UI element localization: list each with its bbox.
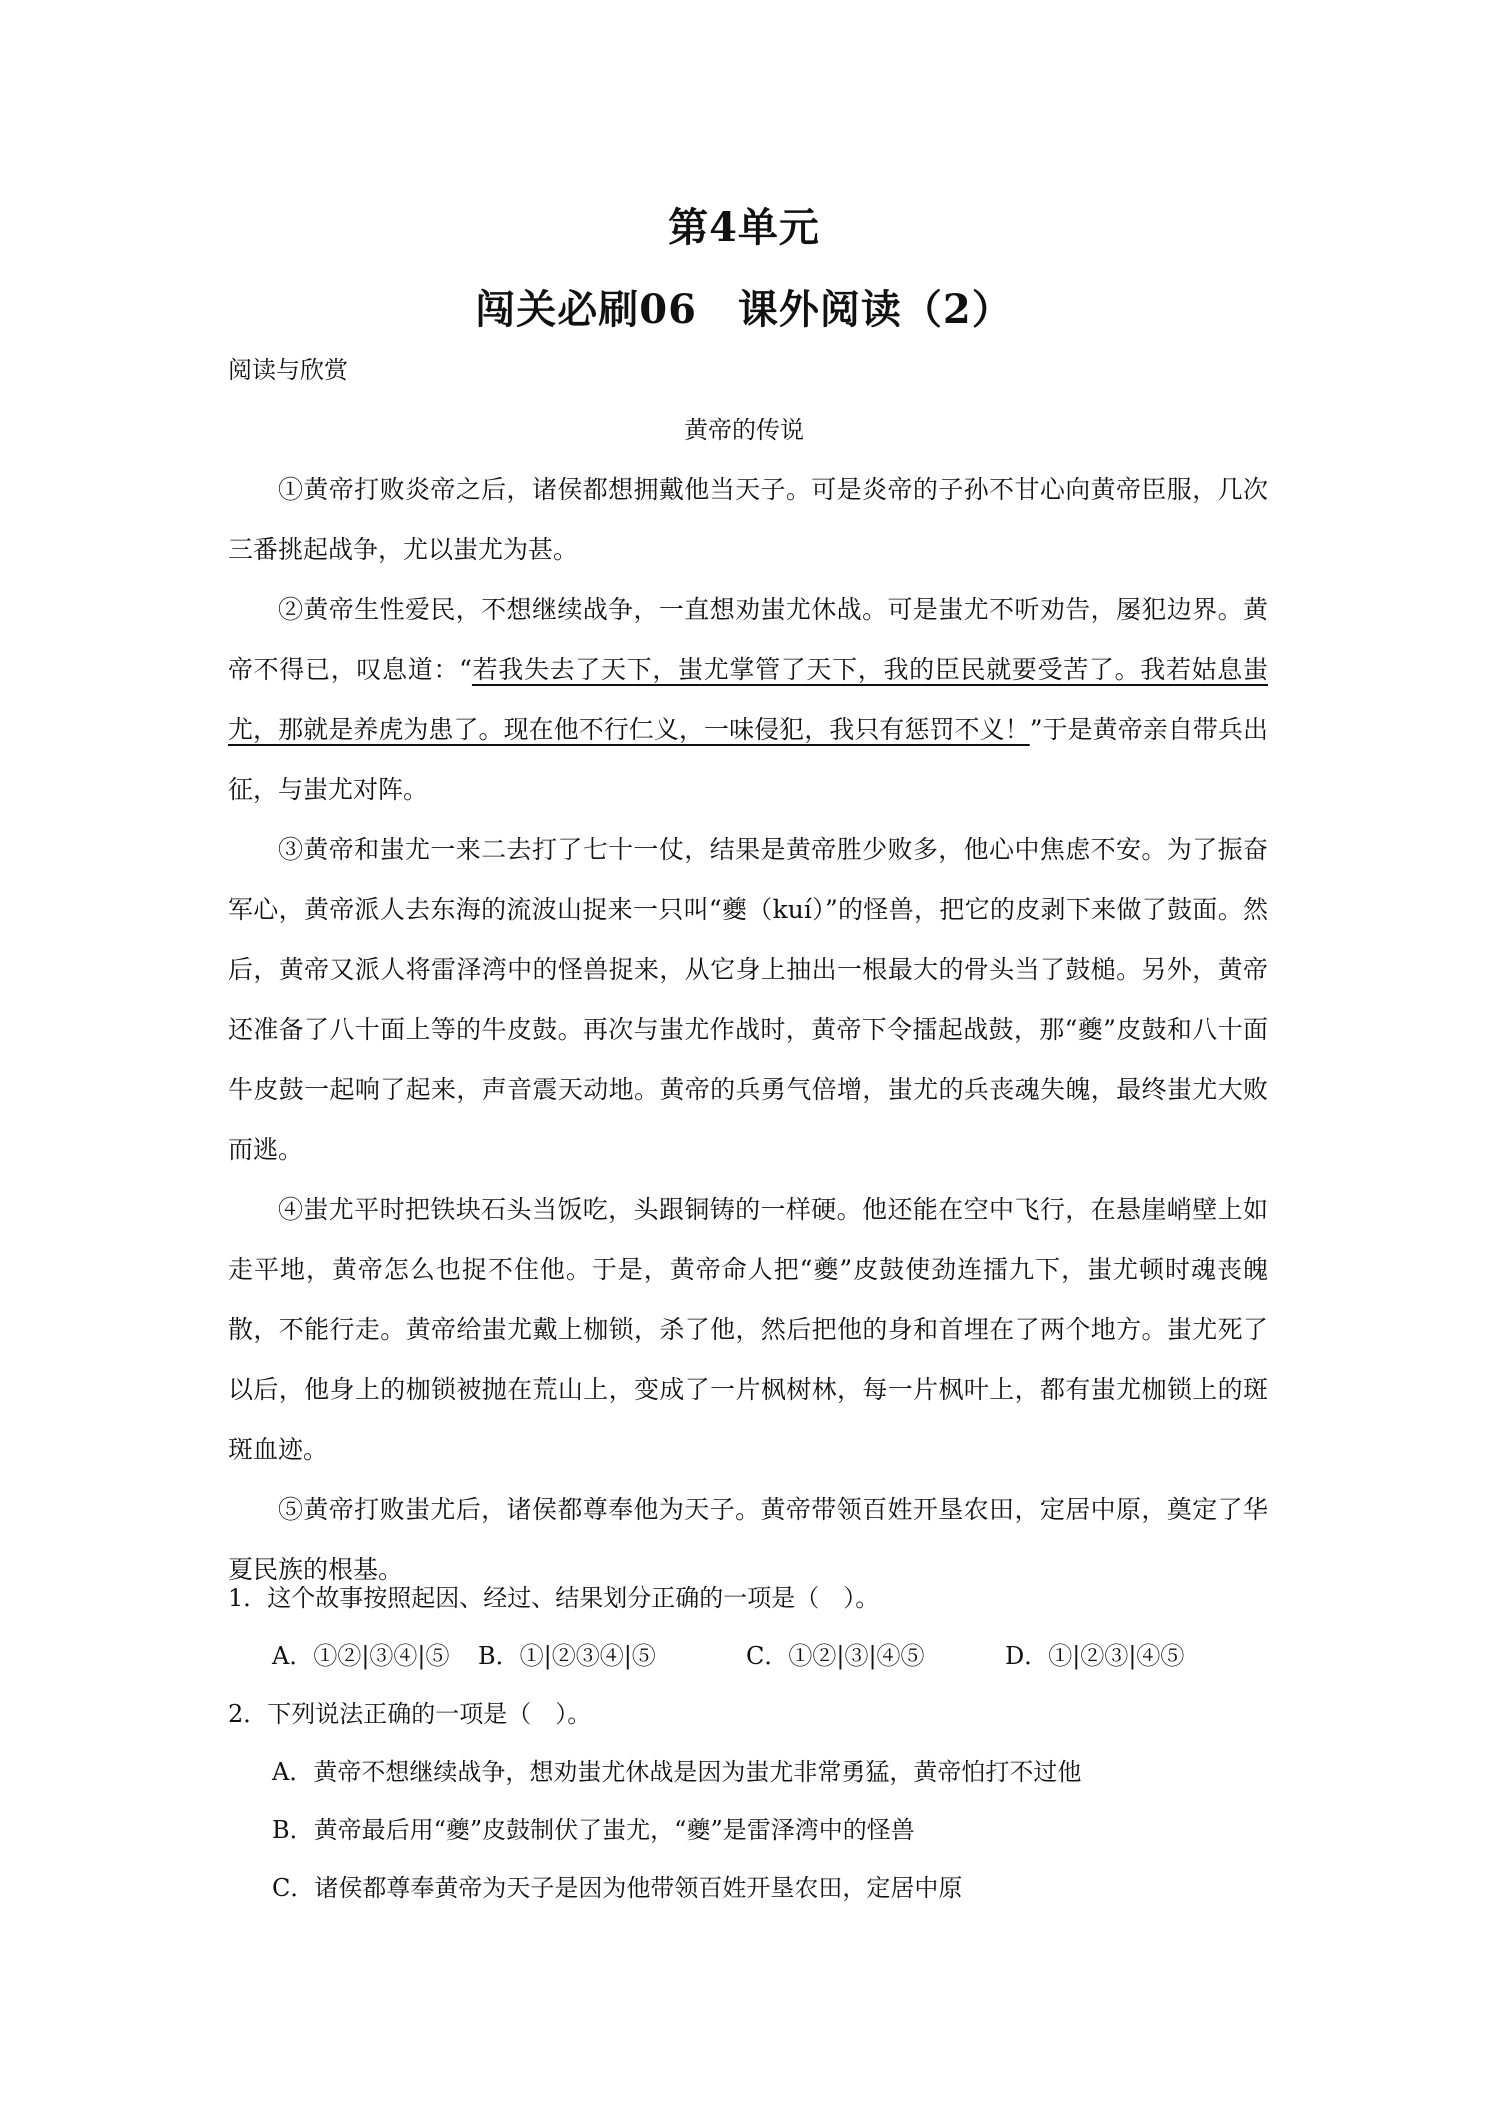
question-1: 1．这个故事按照起因、经过、结果划分正确的一项是（ ）。 <box>228 1584 880 1612</box>
question-2-option-c: C．诸侯都尊奉黄帝为天子是因为他带领百姓开垦农田，定居中原 <box>272 1874 963 1902</box>
unit-title: 第4单元 <box>668 204 820 251</box>
question-2-option-a: A．黄帝不想继续战争，想劝蚩尤休战是因为蚩尤非常勇猛，黄帝怕打不过他 <box>272 1758 1082 1786</box>
paragraph-2-intro: ②黄帝生性爱民，不想继续战争，一直想劝蚩尤休战。可是蚩尤不听劝告，屡犯边界。黄帝不得已，叹息道：“ <box>228 595 1268 684</box>
question-1-option-d: D．①|②③|④⑤ <box>1005 1642 1185 1670</box>
paragraph-3: ③黄帝和蚩尤一来二去打了七十一仗，结果是黄帝胜少败多，他心中焦虑不安。为了振奋军心，黄帝派人去东海的流波山捉来一只叫“夔（kuí）”的怪兽，把它的皮剥下来做了鼓面。然后，黄帝又派人将雷泽湾中的怪兽捉来，从它身上抽出一根最大的骨头当了鼓槌。另外，黄帝还准备了八十面上等的牛皮鼓。再次与蚩尤作战时，黄帝下令擂起战鼓，那“夔”皮鼓和八十面牛皮鼓一起响了起来，声音震天动地。黄帝的兵勇气倍增，蚩尤的兵丧魂失魄，最终蚩尤大败而逃。 <box>228 835 1268 1164</box>
question-1-option-c: C．①②|③|④⑤ <box>746 1642 925 1670</box>
page-title: 闯关必刷06 课外阅读（2） <box>475 286 1013 333</box>
question-1-option-a: A．①②|③④|⑤ <box>272 1642 450 1670</box>
question-1-option-b: B．①|②③④|⑤ <box>478 1642 656 1670</box>
paragraph-2 <box>228 580 1268 820</box>
underlined-quote: 若我失去了天下，蚩尤掌管了天下，我的臣民就要受苦了。我若姑息蚩尤，那就是养虎为患了。现在他不行仁义，一味侵犯，我只有惩罚不义！ <box>228 655 1268 744</box>
section-label: 阅读与欣赏 <box>228 356 348 384</box>
question-2: 2．下列说法正确的一项是（ ）。 <box>228 1700 592 1728</box>
question-2-option-b: B．黄帝最后用“夔”皮鼓制伏了蚩尤，“夔”是雷泽湾中的怪兽 <box>272 1816 915 1844</box>
story-title: 黄帝的传说 <box>684 416 804 444</box>
paragraph-2-end: ”于是黄帝亲自带兵出征，与蚩尤对阵。 <box>228 715 1268 804</box>
paragraph-5: ⑤黄帝打败蚩尤后，诸侯都尊奉他为天子。黄帝带领百姓开垦农田，定居中原，奠定了华夏民族的根基。 <box>228 1495 1268 1584</box>
paragraph-4: ④蚩尤平时把铁块石头当饭吃，头跟铜铸的一样硬。他还能在空中飞行，在悬崖峭壁上如走平地，黄帝怎么也捉不住他。于是，黄帝命人把“夔”皮鼓使劲连擂九下，蚩尤顿时魂丧魄散，不能行走。黄帝给蚩尤戴上枷锁，杀了他，然后把他的身和首埋在了两个地方。蚩尤死了以后，他身上的枷锁被抛在荒山上，变成了一片枫树林，每一片枫叶上，都有蚩尤枷锁上的斑斑血迹。 <box>228 1195 1268 1464</box>
paragraph-1: ①黄帝打败炎帝之后，诸侯都想拥戴他当天子。可是炎帝的子孙不甘心向黄帝臣服，几次三番挑起战争，尤以蚩尤为甚。 <box>228 475 1268 564</box>
